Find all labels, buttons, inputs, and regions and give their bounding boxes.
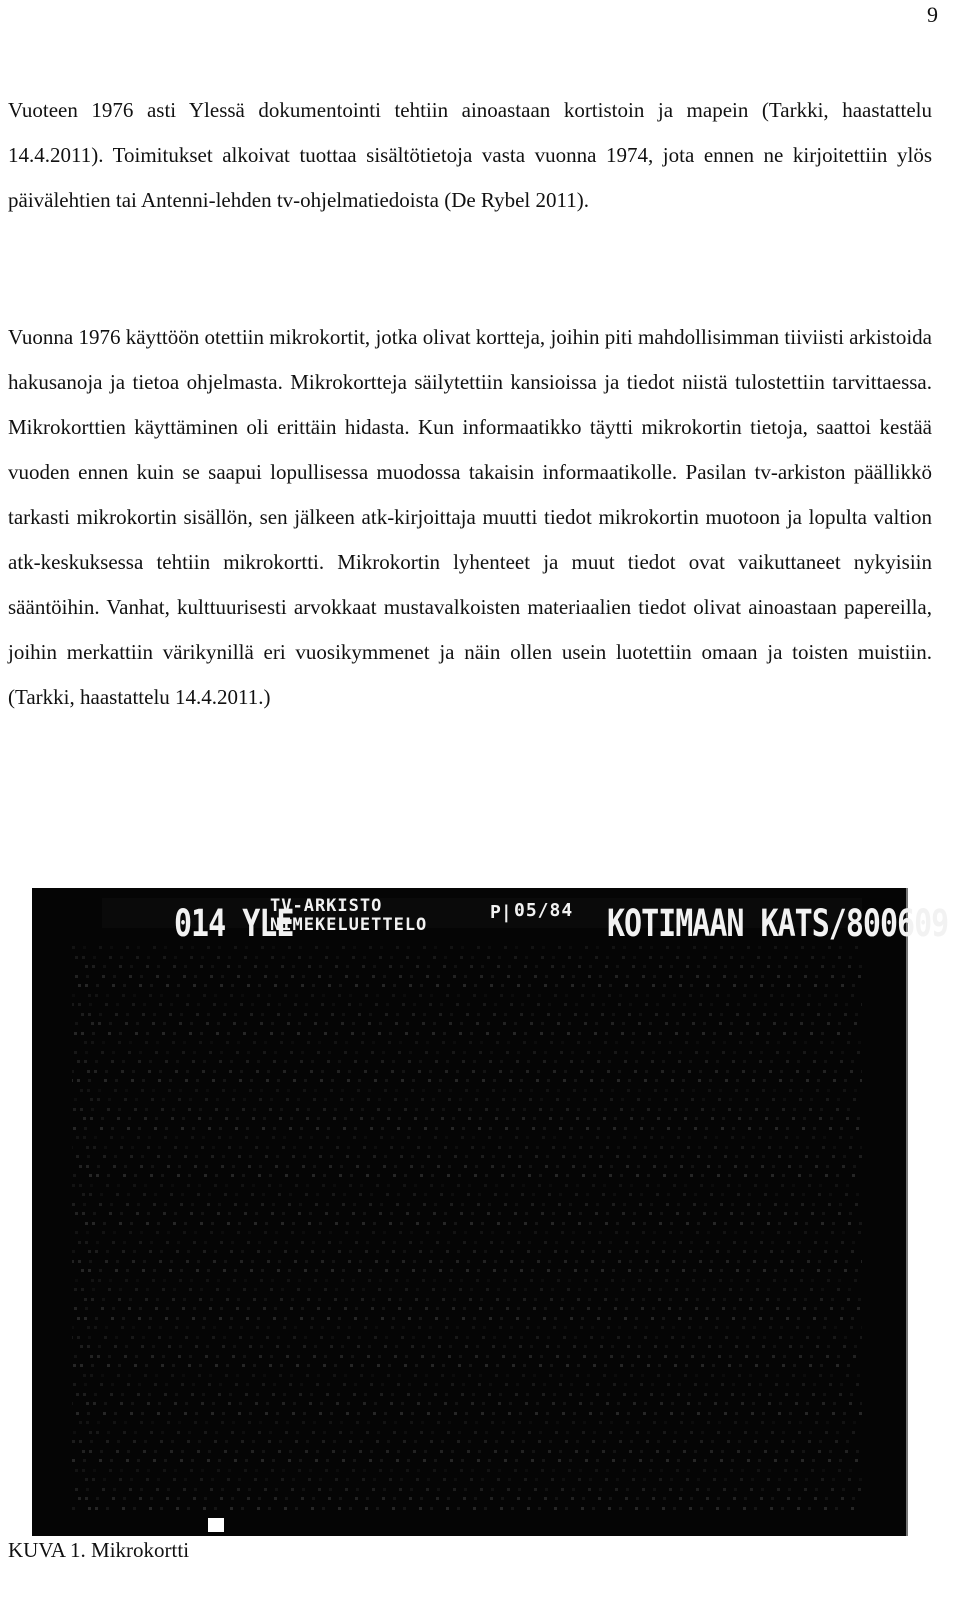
fiche-text-row	[72, 1412, 862, 1415]
fiche-classification: KOTIMAAN KATS/800609	[607, 902, 949, 946]
fiche-text-row	[72, 1098, 862, 1101]
fiche-text-row	[72, 1431, 862, 1434]
figure-caption: KUVA 1. Mikrokortti	[8, 1538, 190, 1562]
fiche-text-row	[72, 965, 862, 968]
fiche-text-row	[72, 1022, 862, 1025]
fiche-text-row	[72, 1326, 862, 1329]
fiche-text-row	[72, 1364, 862, 1367]
fiche-text-row	[72, 1003, 862, 1006]
fiche-text-row	[72, 1383, 862, 1386]
fiche-text-row	[72, 1193, 862, 1196]
fiche-text-row	[72, 984, 862, 987]
fiche-text-row	[72, 1478, 862, 1481]
fiche-text-row	[72, 1089, 862, 1092]
fiche-text-row	[72, 1298, 862, 1301]
fiche-text-row	[72, 1345, 862, 1348]
fiche-text-row	[72, 1212, 862, 1215]
fiche-title-line2: NIMEKELUETTELO	[270, 915, 428, 935]
fiche-text-row	[72, 1279, 862, 1282]
fiche-text-row	[72, 1108, 862, 1111]
fiche-text-row	[72, 1497, 862, 1500]
fiche-text-row	[72, 1507, 862, 1510]
fiche-text-row	[72, 1079, 862, 1082]
fiche-text-row	[72, 1250, 862, 1253]
fiche-text-row	[72, 1127, 862, 1130]
fiche-text-row	[72, 946, 862, 949]
fiche-text-row	[72, 1307, 862, 1310]
fiche-text-row	[72, 1041, 862, 1044]
fiche-text-row	[72, 1260, 862, 1263]
fiche-text-row	[72, 1136, 862, 1139]
fiche-text-row	[72, 1288, 862, 1291]
fiche-text-row	[72, 1013, 862, 1016]
fiche-text-row	[72, 1269, 862, 1272]
fiche-text-row	[72, 1488, 862, 1491]
paragraph-1: Vuoteen 1976 asti Ylessä dokumentointi tehtiin ainoastaan kortistoin ja mapein (Tarkki, haastattelu 14.4.2011). Toimitukset alkoivat tuottaa sisältötietoja vasta vuonna 1974, jota ennen ne kirjoitettiin ylös päivälehtien tai Antenni-lehden tv-ohjelmatiedoista (De Rybel 2011).	[8, 98, 932, 212]
fiche-text-row	[72, 1222, 862, 1225]
fiche-date: 05/84	[514, 900, 574, 921]
fiche-code: P|	[490, 902, 512, 923]
fiche-text-row	[72, 1393, 862, 1396]
fiche-text-row	[72, 1450, 862, 1453]
fiche-text-row	[72, 1184, 862, 1187]
fiche-text-row	[72, 1317, 862, 1320]
fiche-text-row	[72, 1070, 862, 1073]
page-number: 9	[927, 2, 938, 27]
paragraph-2: Vuonna 1976 käyttöön otettiin mikrokortit, jotka olivat kortteja, joihin piti mahdollisimman tiiviisti arkistoida hakusanoja ja tietoa ohjelmasta. Mikrokortteja säilytettiin kansioissa ja tiedot niistä tulostettiin tarvittaessa. Mikrokorttien käyttäminen oli erittäin hidasta. Kun informaatikko täytti mikrokortin tietoja, saattoi kestää vuoden ennen kuin se saapui lopullisessa muodossa takaisin informaatikolle. Pasilan tv-arkiston päällikkö tarkasti mikrokortin sisällön, sen jälkeen atk-kirjoittaja muutti tiedot mikrokortin muotoon ja lopulta valtion atk-keskuksessa tehtiin mikrokortti. Mikrokortin lyhenteet ja muut tiedot ovat vaikuttaneet nykyisiin sääntöihin. Vanhat, kulttuurisesti arvokkaat mustavalkoisten materiaalien tiedot olivat ainoastaan papereilla, joihin merkattiin värikynillä eri vuosikymmenet ja näin ollen usein luotettiin omaan ja toisten muistiin. (Tarkki, haastattelu 14.4.2011.)	[8, 325, 932, 709]
fiche-text-row	[72, 1402, 862, 1405]
figure-edge	[906, 888, 908, 1536]
fiche-text-row	[72, 975, 862, 978]
fiche-white-mark	[208, 1518, 224, 1532]
fiche-text-row	[72, 956, 862, 959]
fiche-text-row	[72, 1174, 862, 1177]
fiche-text-row	[72, 994, 862, 997]
fiche-text-row	[72, 1355, 862, 1358]
fiche-text-row	[72, 1117, 862, 1120]
fiche-text-row	[72, 1336, 862, 1339]
fiche-text-row	[72, 1231, 862, 1234]
fiche-title-line1: TV-ARKISTO	[270, 896, 383, 916]
fiche-id: 014 YLE	[174, 902, 294, 946]
fiche-text-row	[72, 1051, 862, 1054]
fiche-text-row	[72, 1146, 862, 1149]
fiche-text-row	[72, 1203, 862, 1206]
fiche-text-row	[72, 1440, 862, 1443]
fiche-text-row	[72, 1421, 862, 1424]
microfiche-image	[32, 888, 949, 1536]
fiche-text-row	[72, 1374, 862, 1377]
fiche-text-row	[72, 1241, 862, 1244]
fiche-text-row	[72, 1165, 862, 1168]
fiche-text-row	[72, 1459, 862, 1462]
microfiche-header	[102, 896, 949, 946]
fiche-text-row	[72, 1155, 862, 1158]
fiche-text-row	[72, 1469, 862, 1472]
fiche-text-row	[72, 1032, 862, 1035]
fiche-text-row	[72, 1060, 862, 1063]
